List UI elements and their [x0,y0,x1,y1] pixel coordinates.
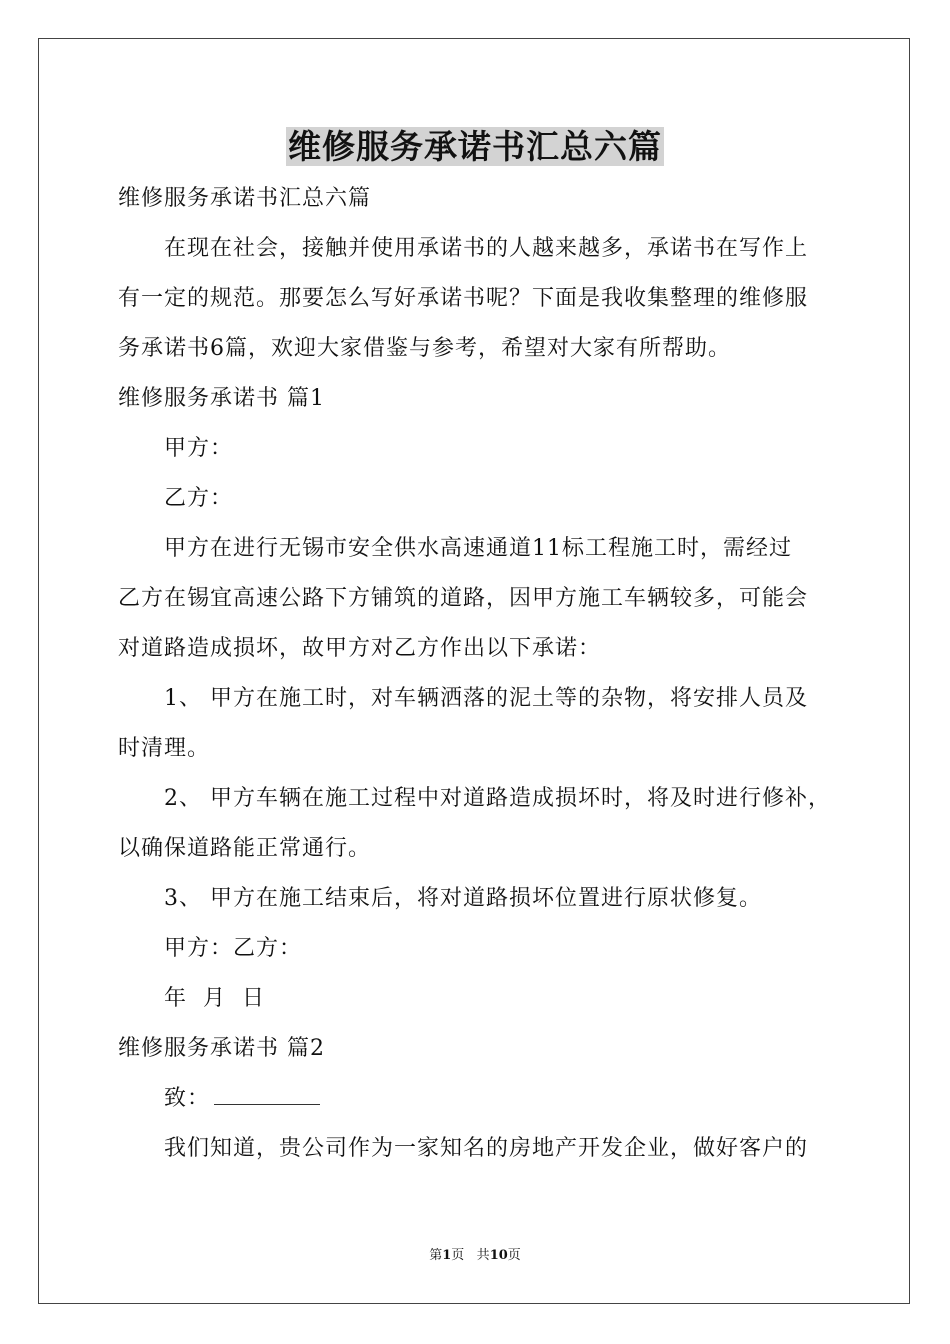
page-border [38,38,910,1304]
list-item-continuation: 时清理。 [118,736,211,761]
list-item: 1、 甲方在施工时，对车辆洒落的泥土等的杂物，将安排人员及 [164,686,808,711]
section-heading: 维修服务承诺书 篇1 [118,386,325,411]
party-a-label: 甲方： [164,436,234,461]
addressee-label: 致： [164,1086,211,1111]
document-title-text: 维修服务承诺书汇总六篇 [288,127,662,166]
footer-page-number: 1 [442,1248,452,1263]
subtitle-line: 维修服务承诺书汇总六篇 [118,186,372,211]
section-heading: 维修服务承诺书 篇2 [118,1036,325,1061]
list-item-continuation: 以确保道路能正常通行。 [118,836,372,861]
addressee-line [164,1084,320,1114]
paragraph-line: 乙方在锡宜高速公路下方铺筑的道路，因甲方施工车辆较多，可能会 [118,586,809,611]
paragraph-line: 甲方在进行无锡市安全供水高速通道11标工程施工时，需经过 [164,536,792,561]
footer-total-pages: 10 [489,1248,508,1263]
footer-page-suffix: 页 [451,1248,465,1263]
list-item: 3、 甲方在施工结束后，将对道路损坏位置进行原状修复。 [164,886,762,911]
paragraph-line: 有一定的规范。那要怎么写好承诺书呢？下面是我收集整理的维修服 [118,286,809,311]
paragraph-line: 务承诺书6篇，欢迎大家借鉴与参考，希望对大家有所帮助。 [118,336,731,361]
footer-prefix: 第 [429,1248,443,1263]
paragraph-line: 我们知道，贵公司作为一家知名的房地产开发企业，做好客户的 [164,1136,809,1161]
signature-line: 甲方：乙方： [164,936,303,961]
paragraph-line: 在现在社会，接触并使用承诺书的人越来越多，承诺书在写作上 [164,236,809,261]
date-line: 年 月 日 [164,986,265,1011]
page-footer [0,1247,950,1265]
footer-total-prefix: 共 [476,1248,490,1263]
paragraph-line: 对道路造成损坏，故甲方对乙方作出以下承诺： [118,636,602,661]
party-b-label: 乙方： [164,486,234,511]
addressee-blank [214,1084,320,1105]
document-title [0,122,950,172]
list-item: 2、 甲方车辆在施工过程中对道路造成损坏时，将及时进行修补， [164,786,831,811]
footer-total-suffix: 页 [507,1248,521,1263]
